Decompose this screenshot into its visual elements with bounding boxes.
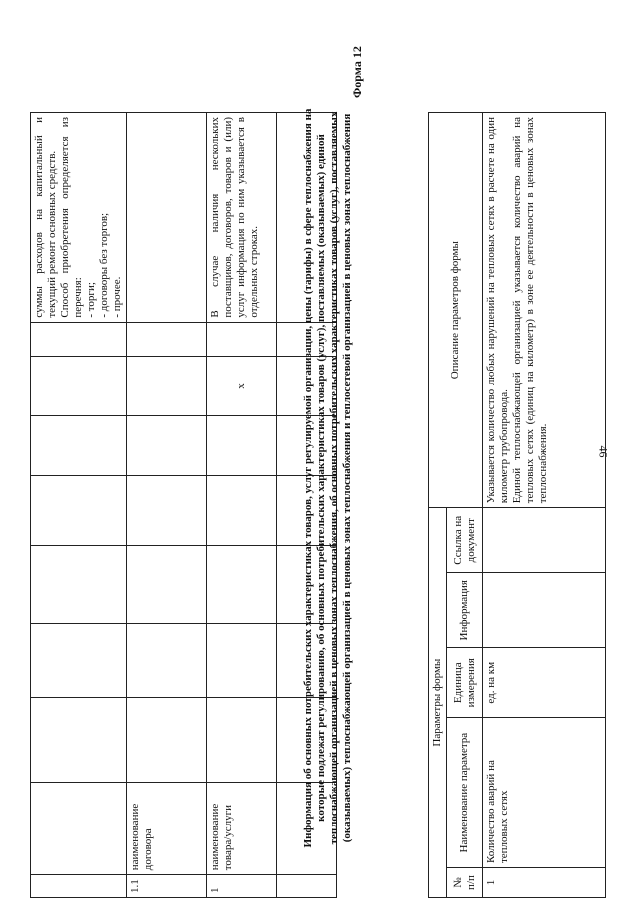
- description-text: - торги;: [85, 282, 97, 318]
- description-text: Указывается количество любых нарушений на тепловых сетях в расчете на один километр трубопровода.: [485, 117, 510, 504]
- table-cell: [31, 356, 127, 416]
- row-description: [483, 113, 606, 508]
- parameters-table: [428, 112, 606, 898]
- row-num: 1.1: [127, 875, 207, 898]
- group-header: Параметры формы: [429, 508, 447, 898]
- page-number: 46: [596, 445, 611, 458]
- header-unit: Единица измерения: [447, 648, 483, 718]
- row-num: 1: [207, 875, 277, 898]
- table-cell: [207, 476, 277, 546]
- table-cell: [207, 322, 277, 356]
- table-cell: [31, 476, 127, 546]
- row-unit: ед. на км: [483, 648, 606, 718]
- table-cell: [127, 476, 207, 546]
- table-cell: [207, 697, 277, 783]
- table-cell: [31, 416, 127, 476]
- table-cell: [31, 697, 127, 783]
- form-heading: Информация об основных потребительских характеристиках товаров, услуг регулируемой организации, цены (тарифы) в сфере теплоснабжения на которые подлежат регулированию, об основных потребительских характеристиках товаров (услуг), поставляемых (оказываемых) единой теплоснабжающей организацией в ценовых зонах теплоснабжения, об основных потребительских характеристиках товаров (услуг), поставляемых (оказываемых) теплоснабжающей организацией в ценовых зонах теплоснабжения и теплосетевой организацией в ценовых зонах теплоснабжения: [302, 108, 353, 848]
- row-name: Количество аварий на тепловых сетях: [483, 718, 606, 868]
- table-row: [31, 113, 127, 898]
- rotated-page-content: [30, 18, 610, 898]
- continuation-table: [30, 112, 337, 898]
- table-cell: [207, 623, 277, 697]
- form-label: Форма 12: [350, 46, 364, 98]
- table-row: [207, 113, 277, 898]
- table-cell: [31, 546, 127, 624]
- description-text: суммы расходов на капитальный и текущий ремонт основных средств.: [33, 117, 58, 318]
- header-ref: Ссылка на документ: [447, 508, 483, 573]
- row-description: [127, 113, 207, 323]
- table-cell: [31, 623, 127, 697]
- table-cell: [127, 697, 207, 783]
- row-name: наименование товара/услуги: [207, 783, 277, 875]
- table-cell: [207, 416, 277, 476]
- header-name: Наименование параметра: [447, 718, 483, 868]
- header-num: № п/п: [447, 868, 483, 898]
- table-cell: [127, 623, 207, 697]
- row-num: 1: [483, 868, 606, 898]
- table-cell: [127, 546, 207, 624]
- description-text: Способ приобретения определяется из перечня:: [59, 117, 84, 318]
- row-num: [277, 875, 337, 898]
- header-info: Информация: [447, 573, 483, 648]
- header-description: Описание параметров формы: [429, 113, 483, 508]
- table-cell: [207, 546, 277, 624]
- description-text: - прочее.: [111, 276, 123, 318]
- cross-mark: x: [207, 356, 277, 416]
- table-cell: [127, 416, 207, 476]
- row-description: [31, 113, 127, 323]
- table-cell: [127, 322, 207, 356]
- row-info: [483, 573, 606, 648]
- table-cell: [31, 322, 127, 356]
- description-text: Единой теплоснабжающей организацией указывается количество аварий на тепловых сетях (единиц на километр) в зоне ее деятельности в ценовых зонах теплоснабжения.: [511, 117, 549, 504]
- table-row: [483, 113, 606, 898]
- row-name: наименование договора: [127, 783, 207, 875]
- description-text: - договоры без торгов;: [98, 212, 110, 318]
- table-header-row: [429, 113, 447, 898]
- table-row: [127, 113, 207, 898]
- row-ref: [483, 508, 606, 573]
- table-cell: [127, 356, 207, 416]
- row-num: [31, 875, 127, 898]
- row-name: [31, 783, 127, 875]
- row-description: В случае наличия нескольких поставщиков, договоров, товаров и (или) услуг информация по ним указывается в отдельных строках.: [207, 113, 277, 323]
